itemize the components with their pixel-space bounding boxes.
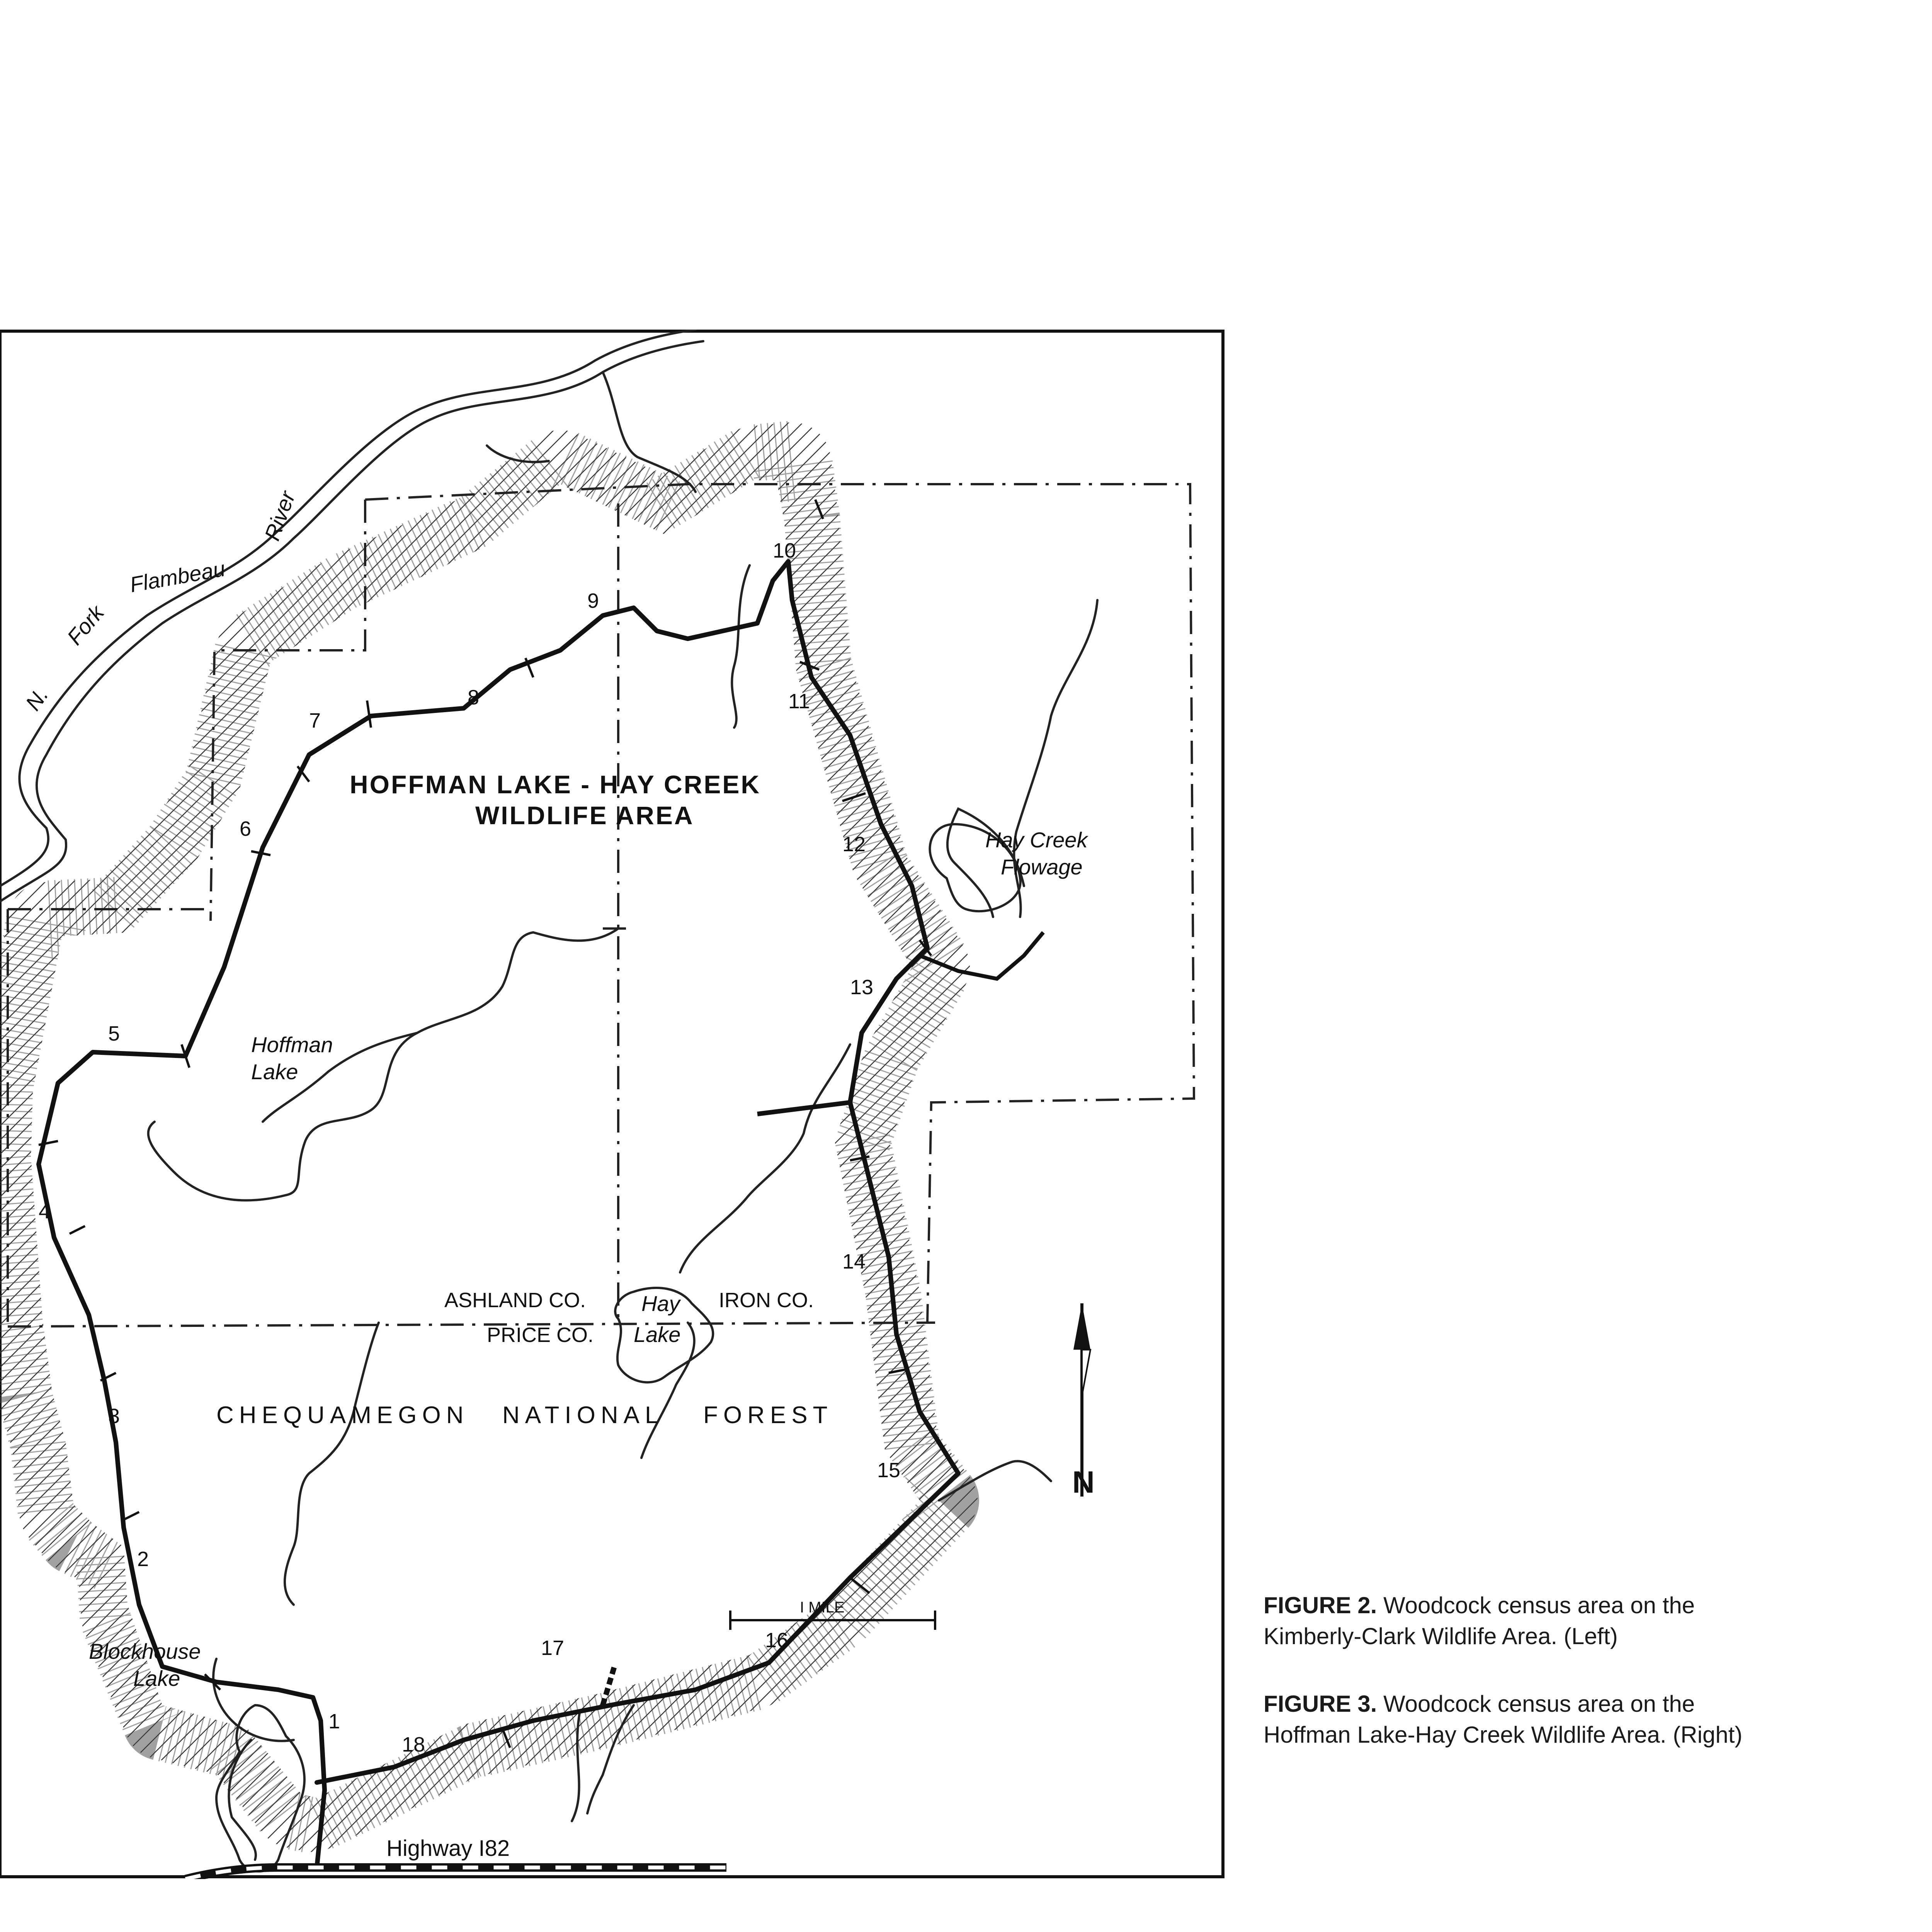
route-number: 6 <box>240 817 252 840</box>
route-number: 17 <box>541 1636 565 1660</box>
route-number: 13 <box>850 976 874 999</box>
river-label-n: N. <box>20 683 53 715</box>
census-corridor-interior <box>31 480 920 1798</box>
river-label-flambeau: Flambeau <box>128 556 227 597</box>
route-number: 12 <box>842 833 866 856</box>
river-label-fork: Fork <box>62 600 109 650</box>
iron-county-label: IRON CO. <box>719 1289 814 1312</box>
scale-label: I MILE <box>800 1599 845 1616</box>
figure-2-label: FIGURE 2. <box>1264 1592 1377 1618</box>
figure-3-text: Woodcock census area on the Hoffman Lake-Hay Creek Wildlife Area. (Right) <box>1264 1691 1743 1748</box>
hoffman-lake-line2: Lake <box>251 1060 298 1084</box>
map-figure <box>0 330 1229 1879</box>
highway-label: Highway I82 <box>386 1836 510 1861</box>
route-number: 5 <box>108 1022 120 1045</box>
route-number: 7 <box>309 709 321 732</box>
route-number: 15 <box>877 1459 901 1482</box>
hay-lake-line2: Lake <box>634 1322 681 1347</box>
route-number: 2 <box>137 1548 149 1571</box>
blockhouse-lake-line2: Lake <box>133 1666 180 1690</box>
figure-3-caption <box>1264 1689 1750 1750</box>
figure-2-caption <box>1264 1590 1750 1652</box>
figure-2-text: Woodcock census area on the Kimberly-Clark Wildlife Area. (Left) <box>1264 1592 1695 1649</box>
forest-word-chequamegon: CHEQUAMEGON <box>216 1402 469 1429</box>
blockhouse-lake-line1: Blockhouse <box>89 1639 201 1663</box>
forest-word-national: NATIONAL <box>502 1402 664 1429</box>
route-number: 4 <box>39 1200 51 1223</box>
figure-3-label: FIGURE 3. <box>1264 1691 1377 1717</box>
route-number: 3 <box>108 1405 120 1428</box>
ashland-county-label: ASHLAND CO. <box>444 1289 586 1312</box>
hay-lake-line1: Hay <box>641 1291 680 1316</box>
hay-creek-flowage-line2: Flowage <box>1001 855 1083 879</box>
price-county-label: PRICE CO. <box>487 1323 594 1347</box>
route-number: 10 <box>773 539 796 562</box>
area-title-line2: WILDLIFE AREA <box>475 801 694 830</box>
route-number: 18 <box>402 1733 425 1756</box>
route-number: 14 <box>842 1250 866 1273</box>
forest-word-forest: FOREST <box>703 1402 833 1429</box>
north-label: N <box>1072 1465 1095 1499</box>
river-label-river: River <box>260 488 300 544</box>
route-number: 11 <box>788 690 810 713</box>
area-title-line1: HOFFMAN LAKE - HAY CREEK <box>350 770 761 799</box>
hoffman-lake-line1: Hoffman <box>251 1032 333 1057</box>
route-number: 1 <box>328 1710 340 1733</box>
hay-creek-flowage-line1: Hay Creek <box>985 828 1088 852</box>
route-number: 16 <box>765 1629 789 1652</box>
route-number: 8 <box>468 686 480 709</box>
route-number: 9 <box>587 589 599 612</box>
